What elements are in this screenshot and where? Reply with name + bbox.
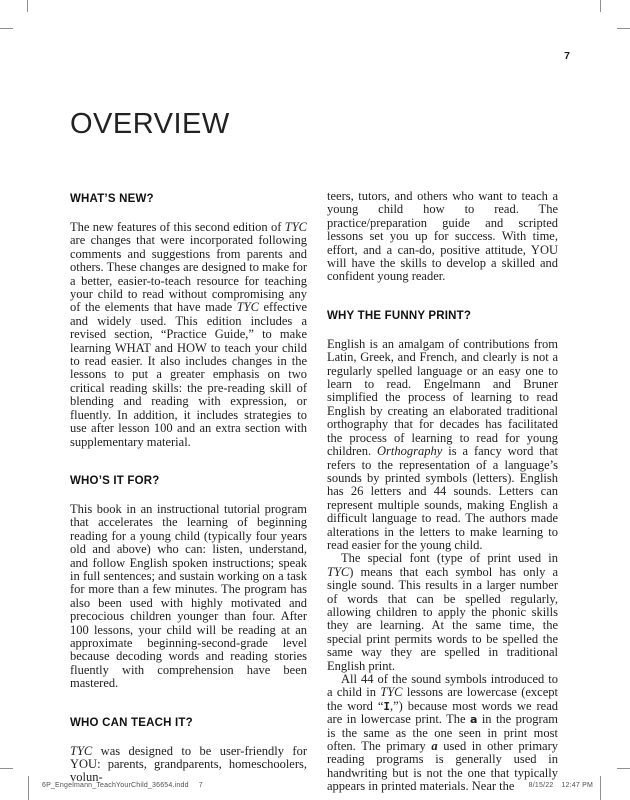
body-paragraph: teers, tutors, and others who want to teach a young child how to read. The practice/preparation guide and scripted lessons set you up for success. With time, effort, and a can-do, positive attitude, YOU will have the skills to develop a skilled and confident young reader. xyxy=(327,189,558,284)
body-paragraph: TYC was designed to be user-friendly for YOU: parents, grandparents, homeschoolers, volun- xyxy=(70,743,307,785)
body-paragraph: All 44 of the sound symbols introduced to a child in TYC lessons are lowercase (except the word “I,”) because most words we read are in lowercase print. The a in the program is the same as the one seen in print most often. The primary a used in other primary reading programs is generally used in handwriting but is not the one that typically appears in printed materials. Near the xyxy=(327,672,559,794)
footer-filename: 6P_Engelmann_TeachYourChild_36654.indd xyxy=(42,782,189,789)
body-paragraph: The new features of this second edition of TYC are changes that were incorporated following comments and suggestions from parents and others. These changes are designed to make for a better, easier-to-teach resource for teaching your child to read without compromising any of the elements that have made TYC effective and widely used. This edition includes a revised section, “Practice Guide,” to make learning WHAT and HOW to teach your child to read easier. It also includes changes in the lessons to put a greater emphasis on two critical reading skills: the pre-reading skill of blending and reading with expression, or fluently. In addition, it includes strategies to use after lesson 100 and an extra section with supplementary material. xyxy=(70,220,307,449)
section-heading: WHY THE FUNNY PRINT? xyxy=(327,309,472,322)
footer-file-info xyxy=(42,782,203,789)
two-column-text xyxy=(70,190,558,794)
page-number: 7 xyxy=(564,50,570,62)
crop-mark-top-left-vertical xyxy=(27,0,28,12)
body-paragraph: The special font (type of print used in TYC) means that each symbol has only a single sound. This results in a larger number of words that can be spelled regularly, allowing children to apply the phonic skills they are learning. At the same time, the special print permits words to be spelled the same way they are spelled in traditional English print. xyxy=(327,551,558,673)
section-heading: WHO’S IT FOR? xyxy=(70,474,160,487)
crop-mark-bottom-left-horizontal xyxy=(0,768,13,769)
body-paragraph: English is an amalgam of contributions from Latin, Greek, and French, and clearly is not a regularly spelled language or an easy one to learn to read. Engelmann and Bruner simplified the process of learning to read English by creating an elaborated traditional orthography that for decades has facilitated the process of learning to read for young children. Orthography is a fancy word that refers to the representation of a language’s sounds by printed symbols (letters). English has 26 letters and 44 sounds. Letters can represent multiple sounds, making English a difficult language to read. The authors made alterations in the letters to make learning to read easier for the young child. xyxy=(327,336,558,552)
section-heading: WHAT’S NEW? xyxy=(70,193,154,205)
crop-mark-bottom-left-vertical xyxy=(28,776,29,800)
body-paragraph: This book in an instructional tutorial program that accelerates the learning of beginning reading for a young child (typically four years old and above) who can: listen, understand, and follow English spoken instructions; speak in full sentences; and sustain working on a task for more than a few minutes. The program has also been used with highly motivated and precocious children younger than four. After 100 lessons, your child will be reading at an approximate beginning-second-grade level because decoding words and reading stories fluently with comprehension have been mastered. xyxy=(70,501,307,691)
crop-mark-bottom-right-horizontal xyxy=(617,768,630,769)
text-column-right xyxy=(327,190,558,794)
footer-time: 12:47 PM xyxy=(561,782,593,789)
crop-mark-top-left-horizontal xyxy=(0,28,13,29)
footer-page-ref: 7 xyxy=(198,782,203,789)
footer-date: 8/15/22 xyxy=(528,782,554,789)
page-title: OVERVIEW xyxy=(70,108,230,140)
crop-mark-top-right-horizontal xyxy=(617,28,630,29)
crop-mark-top-right-vertical xyxy=(600,0,601,12)
text-column-left xyxy=(70,190,307,785)
footer-timestamp xyxy=(529,782,593,789)
crop-mark-bottom-right-vertical xyxy=(600,776,601,800)
section-heading: WHO CAN TEACH IT? xyxy=(70,716,193,729)
